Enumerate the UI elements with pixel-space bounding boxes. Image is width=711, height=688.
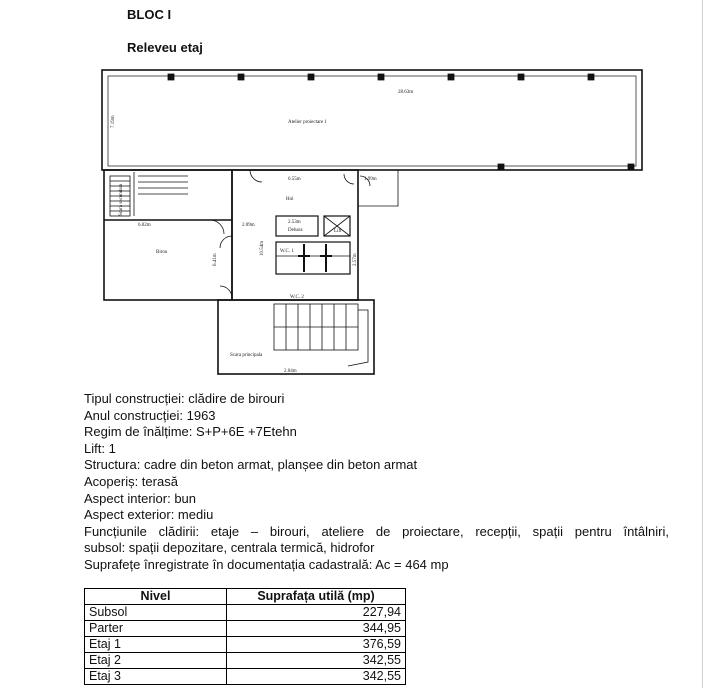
table-header-row (85, 589, 406, 605)
info-construction-year: Anul construcției: 1963 (84, 407, 216, 423)
info-exterior: Aspect exterior: mediu (84, 507, 214, 523)
plan-label-dim-hall: 6.55m (288, 177, 301, 182)
info-lift: Lift: 1 (84, 440, 116, 456)
door-arc (250, 170, 262, 182)
block-heading: BLOC I (127, 7, 172, 22)
column (498, 164, 504, 170)
table-row (85, 637, 406, 653)
info-height-regime: Regim de înălțime: S+P+6E +7Etehn (84, 424, 297, 440)
main-wing-inner-wall (108, 76, 636, 166)
plan-title: Releveu etaj (127, 40, 203, 55)
main-wing-outline (102, 70, 642, 170)
door-arc (344, 174, 354, 184)
table-row (85, 605, 406, 621)
floor-area-table (84, 588, 406, 685)
plan-label-width-top: 28.63m (398, 90, 414, 95)
column-header-level: Nivel (85, 589, 227, 605)
info-cadastral-area: Suprafețe înregistrate în documentația cadastrală: Ac = 464 mp (84, 556, 449, 572)
side-room-wall (358, 170, 398, 206)
info-construction-type: Tipul construcției: clădire de birouri (84, 391, 285, 406)
plan-label-dim-small: 1.99m (364, 177, 377, 182)
plan-label-dim-birou-h: 6.41m (213, 253, 218, 266)
level-name: Etaj 1 (85, 637, 227, 653)
table-row (85, 621, 406, 637)
plan-label-height-left: 7.19m (111, 115, 116, 128)
level-area: 342,55 (227, 669, 406, 685)
info-basement: subsol: spații depozitare, centrala termică, hidrofor (84, 540, 375, 556)
floor-plan-drawing (98, 66, 648, 378)
plan-label-dim-hall-w: 2.09m (242, 223, 255, 228)
column (518, 74, 524, 80)
plan-label-wc2: W.C. 2 (290, 295, 304, 300)
level-name: Parter (85, 621, 227, 637)
table-row (85, 669, 406, 685)
info-roof: Acoperiș: terasă (84, 473, 178, 489)
door-arc (210, 220, 224, 234)
plan-label-lift: Lift (334, 229, 342, 234)
debara-room (276, 216, 318, 236)
column (378, 74, 384, 80)
plan-label-wc1: W.C. 1 (280, 249, 294, 254)
column (238, 74, 244, 80)
column-header-area: Suprafața utilă (mp) (227, 589, 406, 605)
column (628, 164, 634, 170)
plan-label-dim-hall-v: 10.54m (260, 240, 265, 256)
level-area: 227,94 (227, 605, 406, 621)
info-structure: Structura: cadre din beton armat, planșee din beton armat (84, 457, 418, 473)
building-info (84, 391, 669, 574)
level-name: Etaj 3 (85, 669, 227, 685)
column (308, 74, 314, 80)
plan-label-main-stair: Scara principala (230, 353, 263, 358)
plan-label-dim-bottom: 2.04m (284, 369, 297, 374)
level-area: 344,95 (227, 621, 406, 637)
main-stair-outline (218, 300, 374, 374)
column (588, 74, 594, 80)
core-outline (232, 170, 358, 300)
plan-label-birou: Birou (156, 250, 168, 255)
plan-label-dim-debara: 2.53m (288, 220, 301, 225)
plan-label-dim-birou-w: 6.02m (138, 223, 151, 228)
plan-label-secondary-stair: Scara secundara (119, 183, 124, 216)
level-area: 376,59 (227, 637, 406, 653)
plan-label-hall: Hol (286, 197, 294, 202)
info-interior: Aspect interior: bun (84, 490, 197, 506)
plan-label-main-room: Atelier proiectare 1 (288, 120, 327, 125)
door-arc (220, 236, 232, 248)
column (168, 74, 174, 80)
level-name: Subsol (85, 605, 227, 621)
table-row (85, 653, 406, 669)
plan-label-dim-wc: 2.57m (353, 253, 358, 266)
door-arc (220, 286, 232, 298)
info-functions: Funcțiunile clădirii: etaje – birouri, ateliere de proiectare, recepții, spații pentru întâlniri, (84, 523, 669, 539)
level-area: 342,55 (227, 653, 406, 669)
level-name: Etaj 2 (85, 653, 227, 669)
plan-label-debara: Debara (288, 228, 303, 233)
page-edge-rule (702, 0, 703, 688)
column (448, 74, 454, 80)
wc-block (276, 242, 350, 274)
